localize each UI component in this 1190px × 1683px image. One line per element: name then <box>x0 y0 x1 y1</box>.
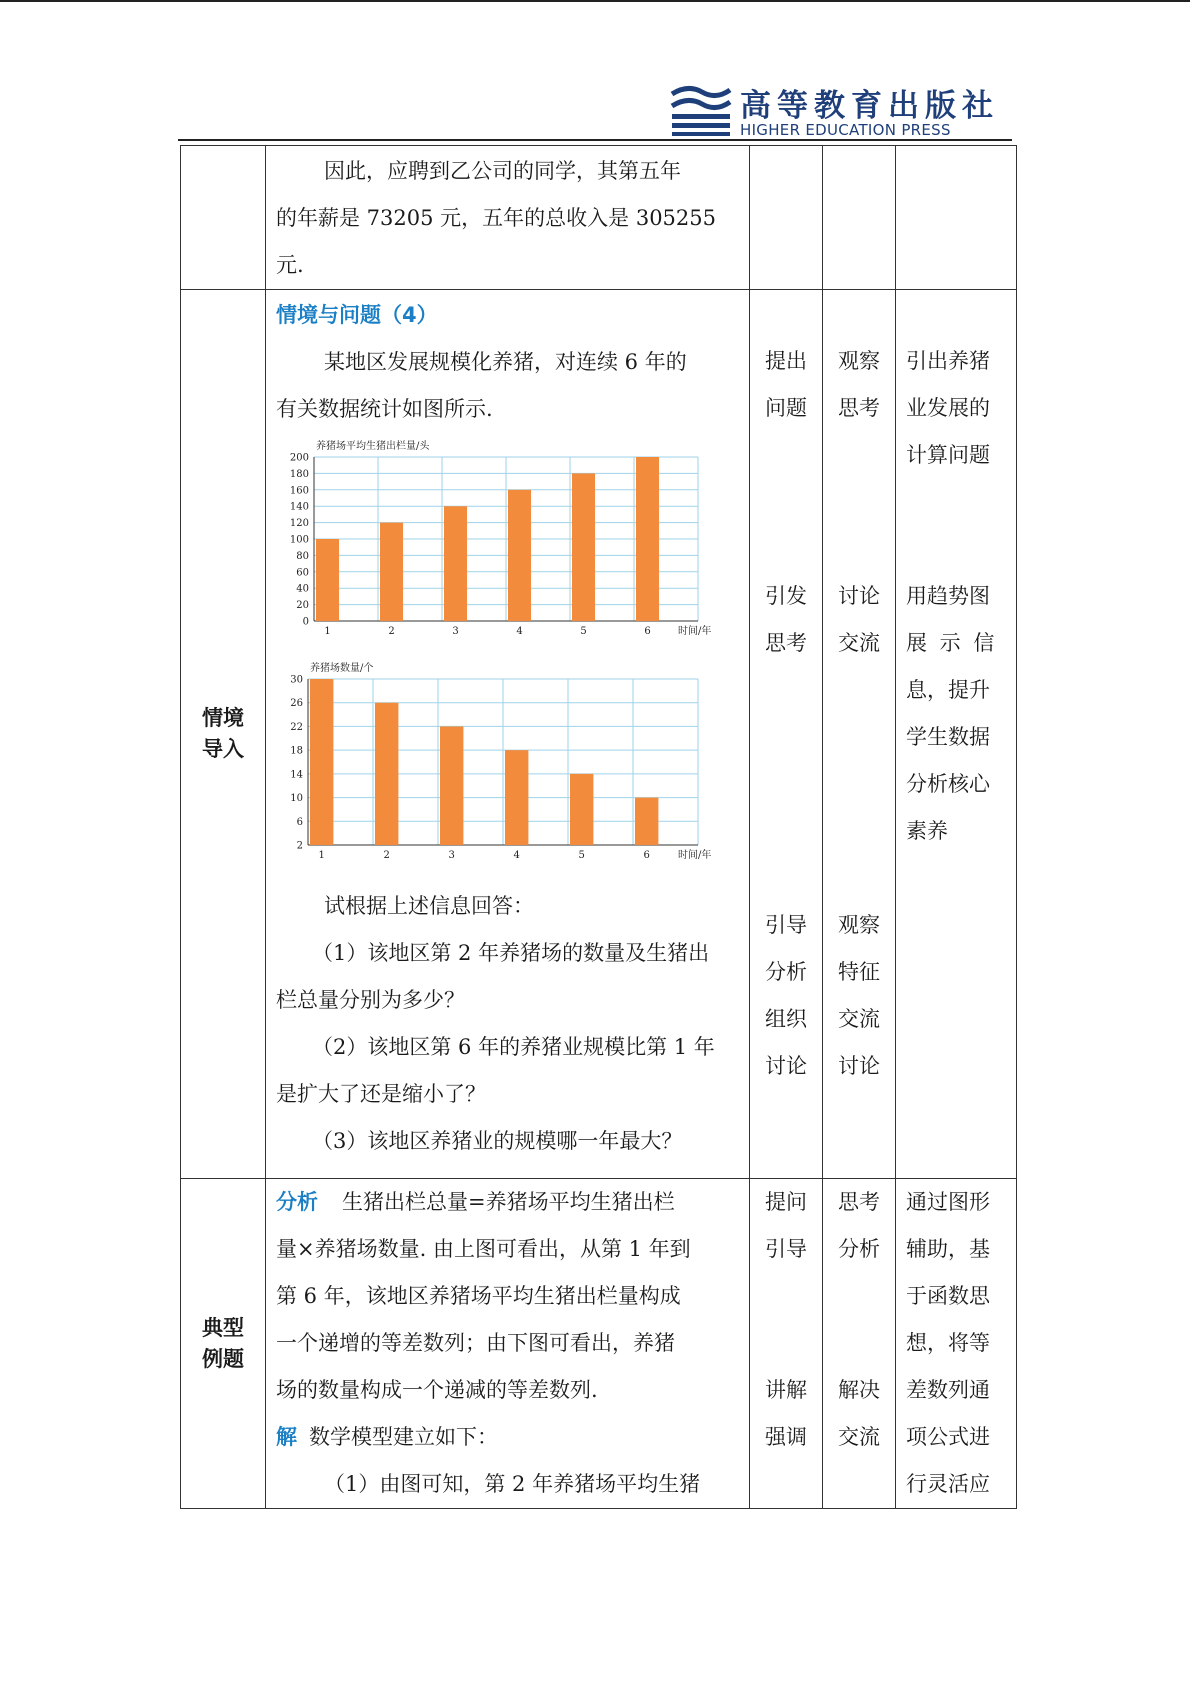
bar-chart-farms <box>278 653 718 869</box>
student-activity: 交流 <box>838 1007 880 1031</box>
text-line: 场的数量构成一个递减的等差数列. <box>276 1378 598 1402</box>
chart-ytick-label: 180 <box>289 468 309 480</box>
chart-ytick-label: 30 <box>290 674 303 686</box>
student-activity: 交流 <box>838 1425 880 1449</box>
text-line: 数学模型建立如下： <box>309 1425 498 1449</box>
intent-line: 分析核心 <box>906 772 990 796</box>
lesson-table <box>180 145 1017 1509</box>
section-cell <box>181 1179 266 1509</box>
chart-bar <box>316 539 339 621</box>
analysis-label: 分析 <box>276 1190 318 1214</box>
chart-ytick-label: 18 <box>290 745 303 757</box>
top-border <box>0 0 1190 2</box>
intent-cell <box>896 146 1017 290</box>
chart-xtick-label: 5 <box>578 850 585 861</box>
intent-line: 行灵活应 <box>906 1472 990 1496</box>
chart-xlabel: 时间/年 <box>678 626 712 637</box>
chart-xtick-label: 6 <box>644 626 651 637</box>
publisher-logo <box>668 80 1013 142</box>
chart-xtick-label: 4 <box>513 850 520 861</box>
teacher-cell <box>750 146 823 290</box>
intent-line: 素养 <box>906 819 948 843</box>
chart-ytick-label: 0 <box>302 616 309 628</box>
chart-bar <box>505 750 528 845</box>
text-line: 生猪出栏总量=养猪场平均生猪出栏 <box>342 1190 675 1214</box>
chart-xtick-label: 6 <box>643 850 650 861</box>
text-line: 因此，应聘到乙公司的同学，其第五年 <box>324 159 681 183</box>
chart-ytick-label: 80 <box>296 550 309 562</box>
teacher-activity: 问题 <box>765 396 807 420</box>
publisher-wave-icon <box>668 84 734 138</box>
teacher-cell <box>750 290 823 1179</box>
chart-ytick-label: 200 <box>289 452 309 464</box>
text-line: 试根据上述信息回答： <box>324 894 534 918</box>
intent-line: 辅助，基 <box>906 1237 990 1261</box>
text-line: 的年薪是 73205 元，五年的总收入是 305255 <box>276 206 716 230</box>
question-line: 栏总量分别为多少？ <box>276 988 465 1012</box>
publisher-name-en: HIGHER EDUCATION PRESS <box>740 121 951 139</box>
chart-ytick-label: 26 <box>290 698 303 710</box>
chart-xtick-label: 4 <box>516 626 523 637</box>
intent-cell <box>896 1179 1017 1509</box>
chart-xtick-label: 2 <box>388 626 395 637</box>
chart-ytick-label: 20 <box>296 600 309 612</box>
teacher-activity: 讨论 <box>765 1054 807 1078</box>
content-cell <box>266 1179 750 1509</box>
student-activity: 交流 <box>838 631 880 655</box>
header-rule <box>178 139 1012 141</box>
solution-label: 解 <box>276 1425 297 1449</box>
chart-ylabel: 养猪场平均生猪出栏量/头 <box>316 441 430 452</box>
text-line: （1）由图可知，第 2 年养猪场平均生猪 <box>324 1472 701 1496</box>
chart-ytick-label: 140 <box>289 501 309 513</box>
chart-bar <box>375 703 398 845</box>
chart-ytick-label: 60 <box>296 567 309 579</box>
student-cell <box>823 146 896 290</box>
student-cell <box>823 290 896 1179</box>
intent-line: 差数列通 <box>906 1378 990 1402</box>
intent-line: 学生数据 <box>906 725 990 749</box>
intent-line: 想，将等 <box>906 1331 990 1355</box>
teacher-activity: 提出 <box>765 349 807 373</box>
chart-bar <box>508 490 531 621</box>
student-activity: 讨论 <box>838 584 880 608</box>
chart-bar <box>570 774 593 845</box>
chart-ytick-label: 100 <box>289 534 309 546</box>
bar-chart-output <box>278 435 718 645</box>
chart-ylabel: 养猪场数量/个 <box>310 663 374 674</box>
chart-xtick-label: 3 <box>452 626 459 637</box>
section-label: 典型例题 <box>202 1315 244 1371</box>
chart-ytick-label: 40 <box>296 583 309 595</box>
section-label: 情境导入 <box>202 706 244 761</box>
intent-line: 业发展的 <box>906 396 990 420</box>
chart-bar <box>310 679 333 845</box>
publisher-name-cn: 高等教育出版社 <box>740 88 999 124</box>
intent-line: 于函数思 <box>906 1284 990 1308</box>
student-activity: 观察 <box>838 349 880 373</box>
table-row <box>181 146 1017 290</box>
intent-line: 计算问题 <box>906 443 990 467</box>
student-activity: 思考 <box>838 396 880 420</box>
teacher-activity: 强调 <box>765 1425 807 1449</box>
text-line: 一个递增的等差数列；由下图可看出，养猪 <box>276 1331 675 1355</box>
chart-ytick-label: 6 <box>296 816 303 828</box>
student-activity: 分析 <box>838 1237 880 1261</box>
student-cell <box>823 1179 896 1509</box>
question-line: （2）该地区第 6 年的养猪业规模比第 1 年 <box>312 1035 715 1059</box>
chart-ytick-label: 22 <box>290 721 303 733</box>
teacher-activity: 讲解 <box>765 1378 807 1402</box>
chart-ytick-label: 120 <box>289 518 309 530</box>
student-activity: 解决 <box>838 1378 880 1402</box>
intent-line: 用趋势图 <box>906 584 990 608</box>
teacher-activity: 提问 <box>765 1190 807 1214</box>
text-line: 量×养猪场数量. 由上图可看出，从第 1 年到 <box>276 1237 691 1261</box>
chart-bar <box>572 473 595 621</box>
student-activity: 思考 <box>838 1190 880 1214</box>
chart-xtick-label: 2 <box>383 850 390 861</box>
student-activity: 观察 <box>838 913 880 937</box>
section-cell-empty <box>181 146 266 290</box>
teacher-activity: 引导 <box>765 1237 807 1261</box>
text-line: 第 6 年，该地区养猪场平均生猪出栏量构成 <box>276 1284 681 1308</box>
scenario-heading: 情境与问题（4） <box>276 303 438 327</box>
text-line: 有关数据统计如图所示. <box>276 397 493 421</box>
chart-xlabel: 时间/年 <box>678 850 712 861</box>
teacher-activity: 引发 <box>765 584 807 608</box>
student-activity: 特征 <box>838 960 880 984</box>
section-cell <box>181 290 266 1179</box>
intent-line: 项公式进 <box>906 1425 990 1449</box>
chart-bar <box>444 506 467 621</box>
content-cell <box>266 290 750 1179</box>
chart-xtick-label: 1 <box>324 626 331 637</box>
intent-line: 引出养猪 <box>906 349 990 373</box>
chart-ytick-label: 10 <box>290 793 303 805</box>
chart-bar <box>635 798 658 845</box>
intent-line: 息，提升 <box>906 678 990 702</box>
table-row <box>181 1179 1017 1509</box>
intent-line: 通过图形 <box>906 1190 990 1214</box>
chart-xtick-label: 5 <box>580 626 587 637</box>
teacher-activity: 组织 <box>765 1007 807 1031</box>
chart-ytick-label: 160 <box>289 485 309 497</box>
teacher-cell <box>750 1179 823 1509</box>
text-line: 元. <box>276 253 304 277</box>
chart-bar <box>380 523 403 621</box>
chart-bar <box>636 457 659 621</box>
teacher-activity: 分析 <box>765 960 807 984</box>
chart-xtick-label: 1 <box>318 850 325 861</box>
chart-ytick-label: 14 <box>290 769 303 781</box>
student-activity: 讨论 <box>838 1054 880 1078</box>
chart-xtick-label: 3 <box>448 850 455 861</box>
teacher-activity: 引导 <box>765 913 807 937</box>
question-line: 是扩大了还是缩小了？ <box>276 1082 486 1106</box>
intent-line: 展 示 信 <box>906 631 998 655</box>
content-cell <box>266 146 750 290</box>
text-line: 某地区发展规模化养猪，对连续 6 年的 <box>324 350 687 374</box>
question-line: （3）该地区养猪业的规模哪一年最大？ <box>312 1129 683 1153</box>
table-row <box>181 290 1017 1179</box>
question-line: （1）该地区第 2 年养猪场的数量及生猪出 <box>312 941 710 965</box>
teacher-activity: 思考 <box>765 631 807 655</box>
chart-ytick-label: 2 <box>296 840 303 852</box>
intent-cell <box>896 290 1017 1179</box>
chart-bar <box>440 726 463 845</box>
